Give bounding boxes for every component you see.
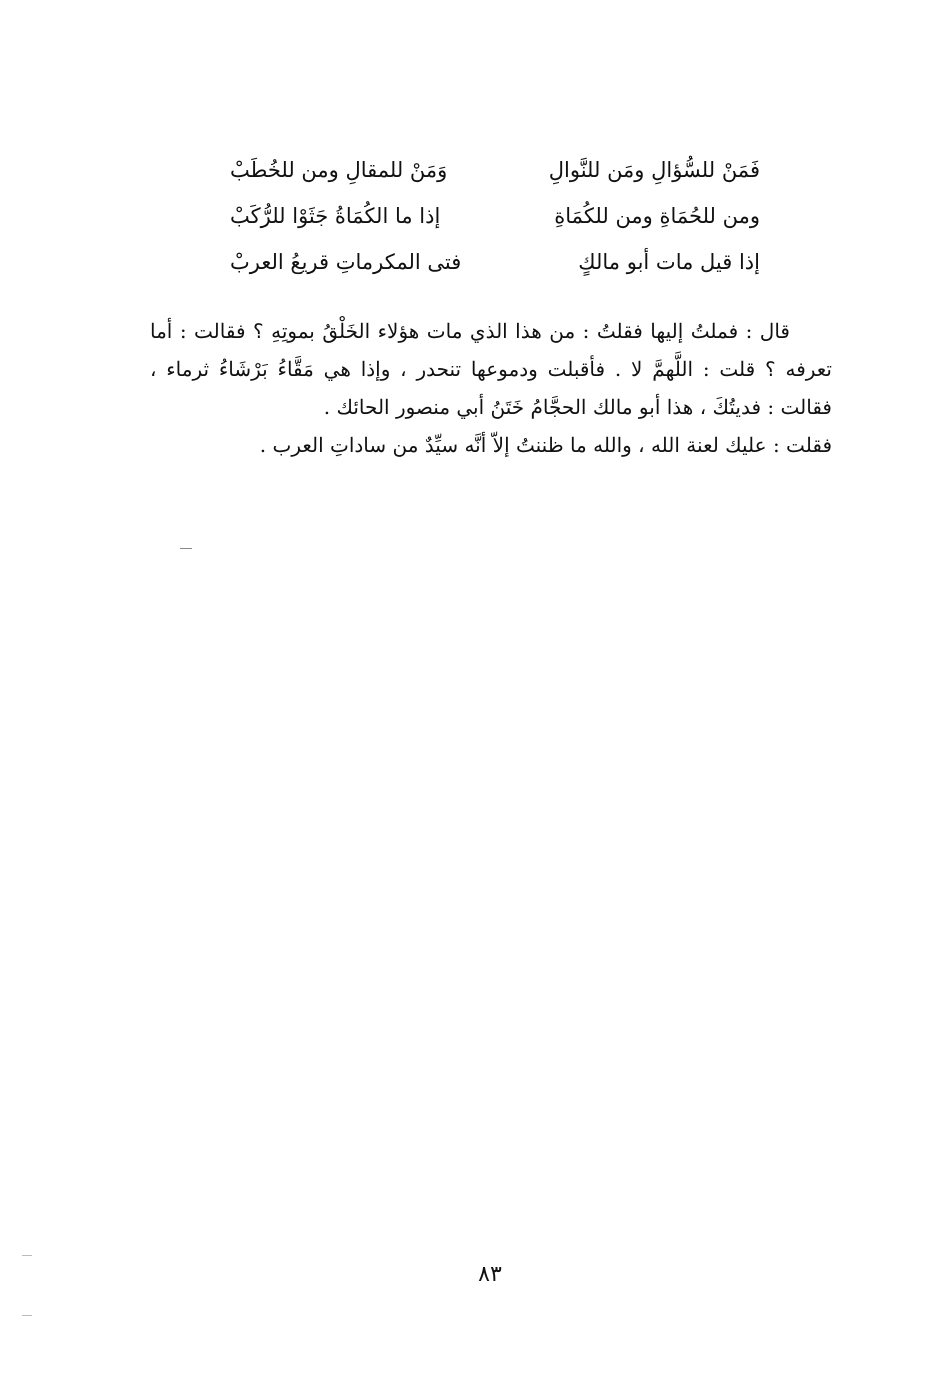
edge-mark — [22, 1255, 32, 1256]
verse-second-hemistich: وَمَنْ للمقالِ ومن للخُطَبْ — [230, 158, 448, 183]
prose-last-line: فقلت : عليك لعنة الله ، والله ما ظننتُ إلاّ أنَّه سيِّدٌ من ساداتِ العرب . — [259, 433, 832, 457]
prose-paragraph: قال : فملتُ إليها فقلتُ : من هذا الذي مات هؤلاء الخَلْقُ بموتِهِ ؟ فقالت : أما تعرفه ؟ قلت : اللَّهمَّ لا . فأقبلت ودموعها تنحدر ، وإذا هي مَقَّاءُ بَرْشَاءُ ثرماء ، فقالت : فديتُكَ ، هذا أبو مالك الحجَّامُ خَتَنُ أبي منصور الحائك . — [150, 319, 832, 419]
poem-verse — [230, 240, 760, 286]
verse-first-hemistich: إذا قيل مات أبو مالكٍ — [578, 250, 760, 275]
verse-first-hemistich: ومن للحُمَاةِ ومن للكُمَاةِ — [554, 204, 760, 229]
scan-mark — [180, 548, 192, 549]
poem — [230, 148, 760, 286]
prose-block — [150, 312, 832, 464]
verse-second-hemistich: فتى المكرماتِ قريعُ العربْ — [230, 250, 462, 275]
poem-verse — [230, 194, 760, 240]
edge-mark — [22, 1315, 32, 1316]
poem-verse — [230, 148, 760, 194]
verse-second-hemistich: إذا ما الكُمَاةُ جَثَوْا للرُّكَبْ — [230, 204, 441, 229]
page-number: ٨٣ — [478, 1262, 502, 1287]
verse-first-hemistich: فَمَنْ للسُّؤالِ ومَن للنَّوالِ — [548, 158, 760, 183]
